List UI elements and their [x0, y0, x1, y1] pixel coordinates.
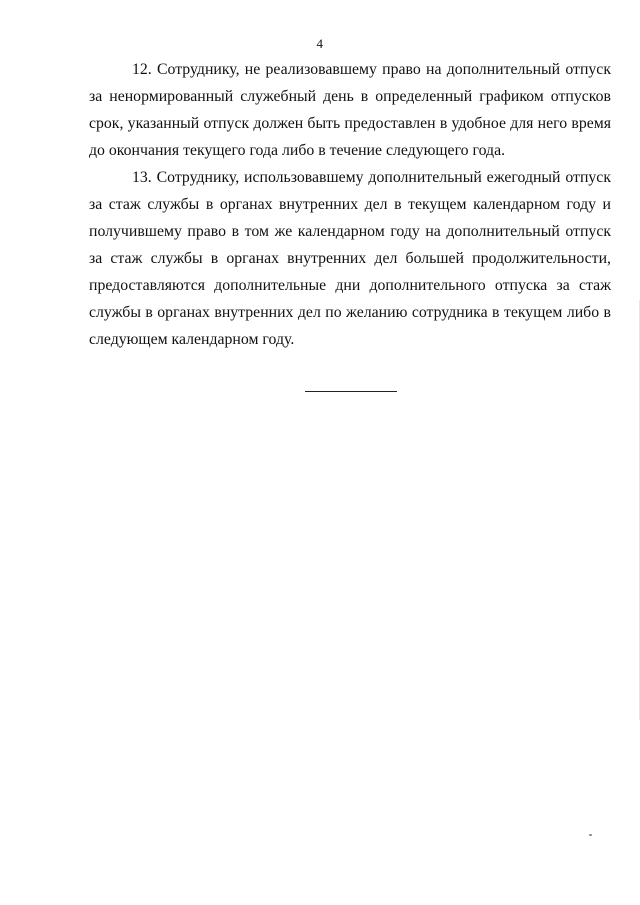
paragraph-13: 13. Сотруднику, использовавшему дополнительный ежегодный отпуск за стаж службы в органах внутренних дел в текущем календарном году и получившему право в том же календарном году на дополнительный отпуск за стаж службы в органах внутренних дел большей продолжительности, предоставляются дополнительные дни дополнительного отпуска за стаж службы в органах внутренних дел по желанию сотрудника в текущем либо в следующем календарном году. — [89, 169, 611, 348]
scan-speck — [589, 834, 592, 836]
paragraph-12: 12. Сотруднику, не реализовавшему право на дополнительный отпуск за ненормированный служебный день в определенный графиком отпусков срок, указанный отпуск должен быть предоставлен в удобное для него время до окончания текущего года либо в течение следующего года. — [89, 61, 611, 159]
end-separator-line — [305, 391, 397, 392]
document-body — [89, 56, 611, 353]
page-number: 4 — [316, 36, 324, 51]
